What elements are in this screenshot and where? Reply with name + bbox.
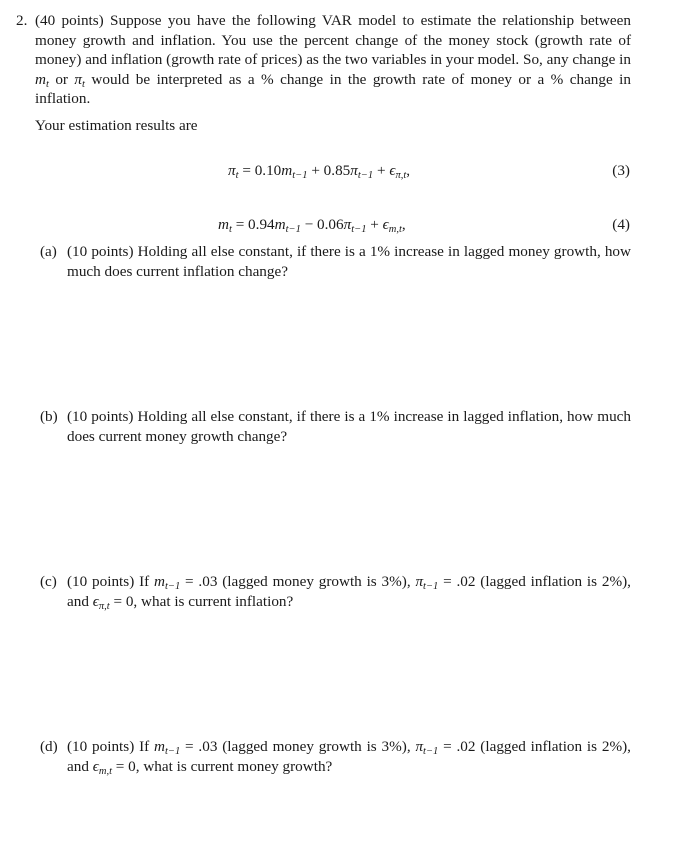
sub: t−1 — [423, 581, 439, 592]
var-epsilon: ϵ — [92, 592, 99, 610]
part-a-text: (10 points) Holding all else constant, if there is a 1% increase in lagged money growth, how much does current inflation change? — [67, 243, 631, 280]
eq-sub: t−1 — [351, 224, 367, 235]
eq-op: , — [401, 216, 406, 233]
var-m: m — [154, 738, 165, 755]
equation-3-number: (3) — [612, 162, 630, 179]
part-b-text: (10 points) Holding all else constant, if there is a 1% increase in lagged inflation, how much does current money growth change? — [67, 408, 631, 445]
part-text: = .02 (lagged inflation is 2%), and — [67, 573, 631, 610]
sub: m,t — [98, 765, 112, 777]
part-text: = .02 (lagged inflation is 2%), and — [67, 738, 631, 775]
eq-op: = 0.94 — [231, 216, 275, 233]
sub: π,t — [98, 600, 110, 612]
equation-3-expression — [228, 161, 410, 181]
sub-t: t — [82, 78, 85, 90]
eq-op: + 0.85 — [307, 162, 351, 179]
var-m: m — [154, 573, 165, 590]
eq-sub: t — [235, 170, 239, 181]
part-c — [40, 572, 631, 611]
part-b — [40, 407, 631, 446]
eq-sub: t−1 — [357, 170, 374, 181]
part-a-label: (a) — [40, 243, 57, 260]
part-text: = 0, what is current money growth? — [111, 757, 333, 775]
part-b-label: (b) — [40, 408, 58, 425]
eq-sub: π,t — [395, 170, 407, 181]
part-c-text — [67, 572, 631, 611]
question-number: 2. — [16, 12, 28, 29]
eq-sub: t — [228, 224, 232, 235]
var-m: m — [35, 70, 46, 88]
eq-sub: m,t — [388, 224, 402, 235]
part-c-label: (c) — [40, 573, 57, 590]
sub: t−1 — [423, 746, 439, 757]
eq-op: + — [366, 216, 383, 233]
eq-sub: t−1 — [292, 170, 308, 181]
eq-var: m — [218, 216, 229, 233]
eq-op: , — [406, 162, 411, 179]
intro-or: or — [48, 70, 75, 88]
intro-text-2: would be interpreted as a % change in the growth rate of money or a % change in inflation. — [35, 70, 631, 108]
question-intro — [35, 11, 631, 109]
part-d-label: (d) — [40, 738, 58, 755]
part-text: = 0, what is current inflation? — [109, 592, 294, 610]
part-text: = .03 (lagged money growth is 3%), — [180, 573, 416, 590]
eq-var: m — [281, 162, 293, 179]
part-d-text — [67, 737, 631, 776]
var-pi: π — [74, 70, 83, 88]
sub: t−1 — [164, 746, 181, 757]
eq-sub: t−1 — [285, 224, 301, 235]
part-d — [40, 737, 631, 776]
eq-op: + — [373, 162, 390, 179]
var-pi: π — [415, 573, 424, 590]
results-label: Your estimation results are — [35, 117, 198, 134]
var-pi: π — [415, 738, 424, 755]
part-text: (10 points) If — [67, 573, 154, 590]
eq-var: π — [350, 162, 358, 179]
part-text: (10 points) If — [67, 738, 154, 755]
part-text: = .03 (lagged money growth is 3%), — [180, 738, 416, 755]
eq-var: ϵ — [389, 162, 396, 179]
sub: t−1 — [164, 581, 181, 592]
eq-var: π — [228, 162, 236, 179]
eq-var: ϵ — [382, 216, 389, 233]
eq-op: = 0.10 — [238, 162, 282, 179]
equation-4 — [0, 215, 677, 235]
part-a — [40, 242, 631, 281]
sub-t: t — [45, 78, 49, 90]
equation-4-expression — [218, 215, 406, 235]
equation-4-number: (4) — [612, 216, 630, 233]
intro-text-1: (40 points) Suppose you have the following VAR model to estimate the relationship between money growth and inflation. You use the percent change of the money stock (growth rate of money) and inflation (growth rate of prices) as the two variables in your model. So, any change in — [35, 12, 631, 69]
eq-var: m — [274, 216, 286, 233]
equation-3 — [0, 161, 677, 181]
eq-var: π — [343, 216, 352, 233]
eq-op: − 0.06 — [300, 216, 344, 233]
var-epsilon: ϵ — [92, 757, 99, 775]
